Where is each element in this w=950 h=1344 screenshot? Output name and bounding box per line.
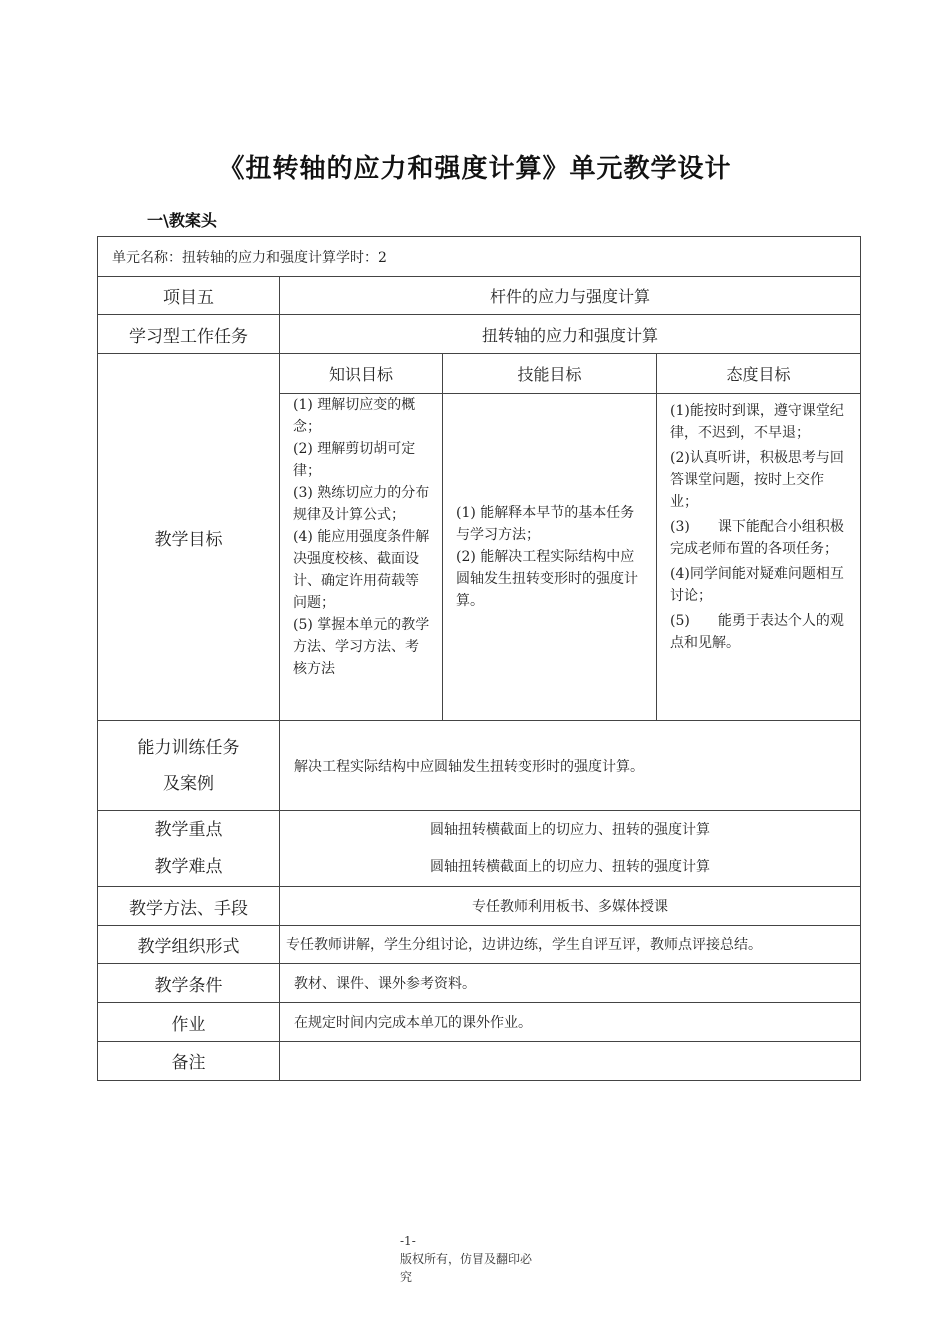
objectives-label: 教学目标: [98, 354, 280, 721]
ability-task-label-line1: 能力训练任务: [137, 737, 240, 758]
conditions-row: [98, 964, 861, 1003]
attitude-item: (2)认真听讲，积极思考与回答课堂问题，按时上交作业；: [670, 450, 844, 510]
knowledge-item: (2) 理解剪切胡可定律；: [293, 441, 416, 479]
ability-task-label: [98, 721, 280, 811]
knowledge-item: (3) 熟练切应力的分布规律及计算公式；: [293, 485, 430, 523]
ability-task-value: 解决工程实际结构中应圆轴发生扭转变形时的强度计算。: [280, 721, 861, 811]
project-row: [98, 277, 861, 315]
remarks-value: [280, 1042, 861, 1081]
copyright-line2: 究: [400, 1270, 413, 1284]
methods-value: 专任教师利用板书、多媒体授课: [280, 887, 861, 926]
remarks-label: 备注: [98, 1042, 280, 1081]
key-points-row: [98, 811, 861, 887]
skill-list: [456, 502, 644, 612]
work-task-value: 扭转轴的应力和强度计算: [280, 315, 861, 354]
skill-header: 技能目标: [443, 354, 657, 394]
knowledge-item: (4) 能应用强度条件解决强度校核、截面设计、确定许用荷载等问题；: [293, 529, 430, 611]
skill-item: (2) 能解决工程实际结构中应圆轴发生扭转变形时的强度计算。: [456, 549, 638, 609]
copyright-line1: 版权所有，仿冒及翻印必: [400, 1252, 533, 1266]
skill-cell: [443, 394, 657, 721]
project-label: 项目五: [98, 277, 280, 315]
ability-task-label-line2: 及案例: [163, 773, 214, 794]
skill-item: (1) 能解释本早节的基本任务与学习方法；: [456, 505, 635, 543]
knowledge-item: (5) 掌握本单元的教学方法、学习方法、考核方法: [293, 617, 430, 677]
homework-row: [98, 1003, 861, 1042]
ability-task-row: [98, 721, 861, 811]
knowledge-item: (1) 理解切应变的概念；: [293, 397, 416, 435]
attitude-list: [670, 400, 846, 654]
attitude-item: (4)同学间能对疑难问题相互讨论；: [670, 566, 844, 604]
conditions-value: 教材、课件、课外参考资料。: [280, 964, 861, 1003]
unit-name-cell: 单元名称：扭转轴的应力和强度计算学时：2: [98, 237, 861, 277]
knowledge-cell: [280, 394, 443, 721]
attitude-item: (3) 课下能配合小组积极完成老师布置的各项任务；: [670, 519, 844, 557]
homework-label: 作业: [98, 1003, 280, 1042]
work-task-label: 学习型工作任务: [98, 315, 280, 354]
attitude-item: (5) 能勇于表达个人的观点和见解。: [670, 613, 844, 651]
knowledge-list: [293, 394, 430, 719]
document-title: 《扭转轴的应力和强度计算》单元教学设计: [218, 154, 732, 184]
attitude-header: 态度目标: [657, 354, 861, 394]
project-value: 杆件的应力与强度计算: [280, 277, 861, 315]
key-points-label-cell: [98, 811, 280, 887]
objectives-header-row: [98, 354, 861, 394]
unit-row: [98, 237, 861, 277]
organization-value: 专任教师讲解，学生分组讨论，边讲边练，学生自评互评，教师点评接总结。: [280, 926, 861, 964]
organization-label: 教学组织形式: [98, 926, 280, 964]
knowledge-header: 知识目标: [280, 354, 443, 394]
key-points-label: 教学重点: [154, 819, 223, 840]
difficulties-value: 圆轴扭转横截面上的切应力、扭转的强度计算: [430, 858, 711, 875]
key-points-value: 圆轴扭转横截面上的切应力、扭转的强度计算: [430, 821, 711, 838]
key-points-value-cell: [280, 811, 861, 887]
work-task-row: [98, 315, 861, 354]
methods-row: [98, 887, 861, 926]
page-footer: [400, 1232, 532, 1286]
remarks-row: [98, 1042, 861, 1081]
difficulties-label: 教学难点: [154, 856, 223, 877]
page-number: -1-: [400, 1234, 416, 1248]
organization-row: [98, 926, 861, 964]
conditions-label: 教学条件: [98, 964, 280, 1003]
methods-label: 教学方法、手段: [98, 887, 280, 926]
attitude-cell: [657, 394, 861, 721]
lesson-plan-table: [97, 236, 861, 1081]
attitude-item: (1)能按时到课，遵守课堂纪律，不迟到，不早退；: [670, 403, 844, 441]
homework-value: 在规定时间内完成本单兀的课外作业。: [280, 1003, 861, 1042]
section-heading: 一\教案头: [147, 211, 217, 230]
